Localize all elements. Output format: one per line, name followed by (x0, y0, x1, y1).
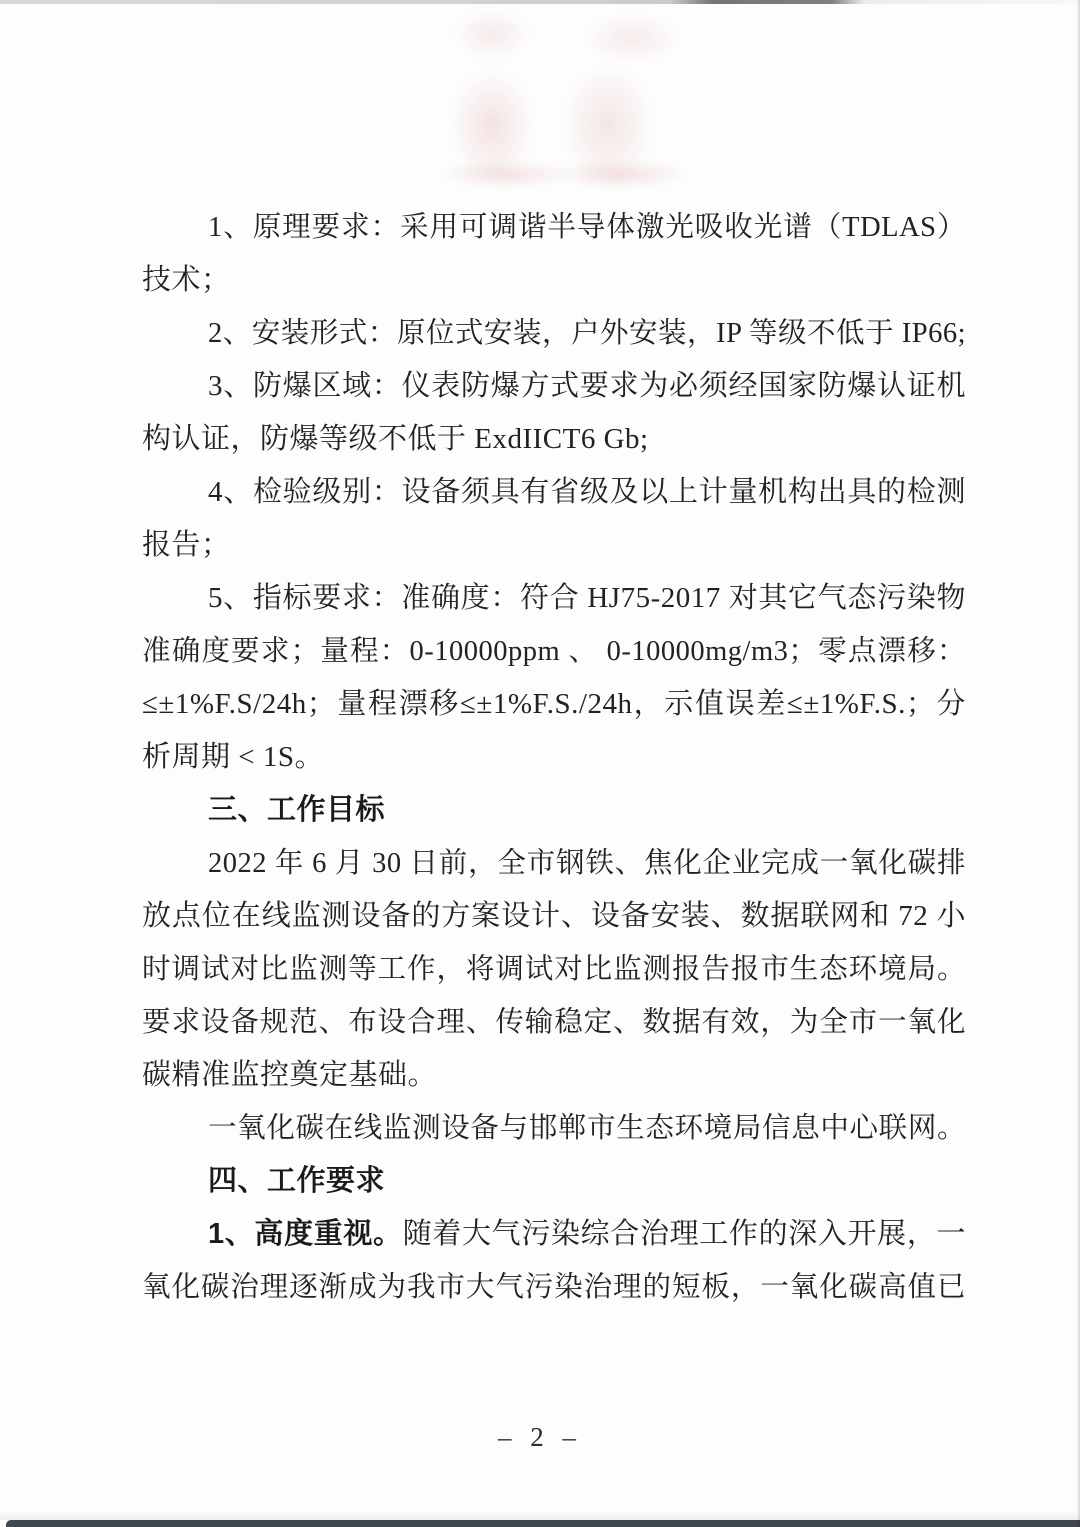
text-line: 5、指标要求：准确度：符合 HJ75-2017 对其它气态污染物 (208, 582, 966, 614)
bold-run: 1、高度重视。 (208, 1218, 403, 1250)
text-line: 报告； (142, 529, 231, 561)
text-line: 4、检验级别：设备须具有省级及以上计量机构出具的检测 (208, 476, 966, 508)
text-line: 氧化碳治理逐渐成为我市大气污染治理的短板，一氧化碳高值已 (142, 1272, 966, 1303)
scan-bottom-shadow (0, 1510, 1080, 1520)
text-line: 2、安装形式：原位式安装，户外安装，IP 等级不低于 IP66; (208, 318, 966, 349)
heading-line: 四、工作要求 (208, 1165, 386, 1197)
document-body (142, 201, 966, 1314)
stamp-residue (560, 72, 656, 190)
text-line: 准确度要求；量程：0-10000ppm 、 0-10000mg/m3；零点漂移： (142, 636, 966, 667)
text-line: 放点位在线监测设备的方案设计、设备安装、数据联网和 72 小 (142, 900, 966, 932)
scan-top-edge-artifact (0, 0, 1080, 4)
stamp-residue (440, 160, 570, 188)
text-line: 析周期 < 1S。 (142, 741, 324, 773)
heading-line: 三、工作目标 (208, 794, 386, 826)
text-line: 2022 年 6 月 30 日前，全市钢铁、焦化企业完成一氧化碳排 (208, 848, 966, 879)
text-line: 要求设备规范、布设合理、传输稳定、数据有效，为全市一氧化 (142, 1007, 966, 1038)
text-line: 构认证，防爆等级不低于 ExdIICT6 Gb; (142, 423, 649, 455)
text-line: 时调试对比监测等工作，将调试对比监测报告报市生态环境局。 (142, 954, 966, 985)
text-line: 1、高度重视。随着大气污染综合治理工作的深入开展，一 (208, 1218, 966, 1250)
scan-bottom-edge-artifact (6, 1520, 1080, 1527)
text-line: ≤±1%F.S/24h；量程漂移≤±1%F.S./24h，示值误差≤±1%F.S.；分 (142, 688, 966, 720)
stamp-residue (448, 66, 536, 184)
stamp-residue (556, 160, 688, 188)
page-number: – 2 – (498, 1422, 582, 1452)
stamp-residue (584, 12, 680, 64)
text-line: 1、原理要求：采用可调谐半导体激光吸收光谱（TDLAS） (208, 212, 966, 243)
text-line: 技术； (142, 264, 231, 296)
text-line: 一氧化碳在线监测设备与邯郸市生态环境局信息中心联网。 (208, 1113, 966, 1144)
text-line: 3、防爆区域：仪表防爆方式要求为必须经国家防爆认证机 (208, 370, 966, 402)
stamp-residue (452, 8, 532, 60)
text-line: 碳精准监控奠定基础。 (142, 1059, 438, 1091)
